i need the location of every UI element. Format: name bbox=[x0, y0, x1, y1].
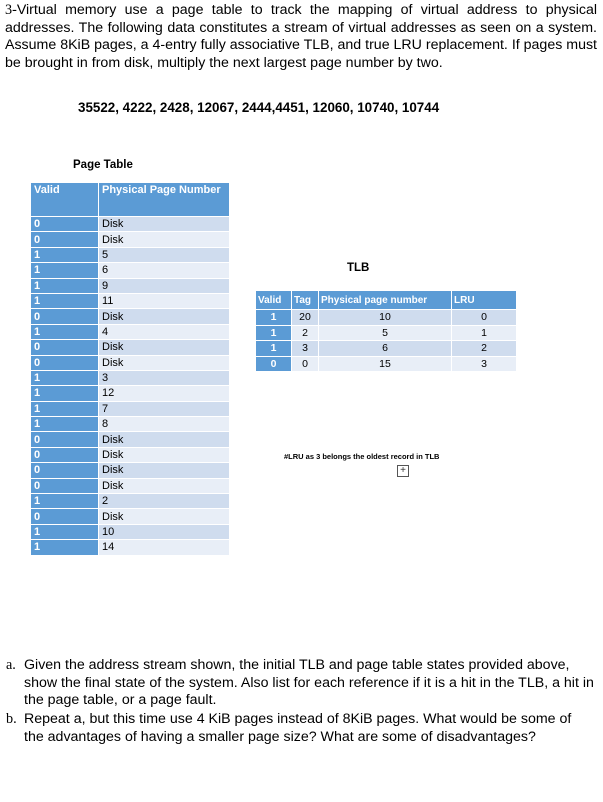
page-table-ppn-cell: Disk bbox=[99, 217, 230, 232]
page-table-ppn-cell: 10 bbox=[99, 524, 230, 539]
tlb-valid-cell: 1 bbox=[256, 341, 292, 357]
tlb-row bbox=[256, 341, 517, 357]
subquestion-b-marker: b. bbox=[6, 711, 17, 728]
page-table-ppn-cell: Disk bbox=[99, 340, 230, 355]
subquestion-list bbox=[6, 657, 594, 748]
page-table-valid-cell: 1 bbox=[31, 417, 99, 432]
page-table-header-valid: Valid bbox=[31, 183, 99, 217]
page-table-row bbox=[31, 370, 230, 385]
page-table-ppn-cell: 5 bbox=[99, 247, 230, 262]
page-table-valid-cell: 1 bbox=[31, 386, 99, 401]
tlb-tag-cell: 2 bbox=[292, 325, 319, 341]
tlb-header-tag: Tag bbox=[292, 291, 319, 310]
tlb-ppn-cell: 5 bbox=[319, 325, 452, 341]
page-table-valid-cell: 0 bbox=[31, 463, 99, 478]
page-table bbox=[30, 182, 230, 556]
tlb-ppn-cell: 10 bbox=[319, 310, 452, 326]
tlb-valid-cell: 0 bbox=[256, 356, 292, 372]
plus-box-icon[interactable]: + bbox=[397, 465, 409, 477]
tlb-tag-cell: 20 bbox=[292, 310, 319, 326]
page-table-ppn-cell: Disk bbox=[99, 478, 230, 493]
page-table-title: Page Table bbox=[73, 159, 133, 171]
page-table-ppn-cell: Disk bbox=[99, 509, 230, 524]
page-table-row bbox=[31, 432, 230, 447]
page-table-valid-cell: 1 bbox=[31, 278, 99, 293]
tlb-lru-cell: 3 bbox=[452, 356, 517, 372]
page-table-valid-cell: 1 bbox=[31, 540, 99, 555]
page-table-ppn-cell: 9 bbox=[99, 278, 230, 293]
page-table-ppn-cell: Disk bbox=[99, 232, 230, 247]
tlb-row bbox=[256, 310, 517, 326]
subquestion-a bbox=[6, 657, 594, 710]
page-table-ppn-cell: 6 bbox=[99, 263, 230, 278]
tlb-row bbox=[256, 356, 517, 372]
page-table-ppn-cell: Disk bbox=[99, 447, 230, 462]
page-table-valid-cell: 0 bbox=[31, 478, 99, 493]
page-table-valid-cell: 0 bbox=[31, 355, 99, 370]
page-table-valid-cell: 0 bbox=[31, 340, 99, 355]
tlb-header-lru: LRU bbox=[452, 291, 517, 310]
page-table-ppn-cell: 12 bbox=[99, 386, 230, 401]
page-table-ppn-cell: Disk bbox=[99, 355, 230, 370]
tlb-table bbox=[255, 290, 517, 372]
page-table-row bbox=[31, 278, 230, 293]
tlb-lru-cell: 0 bbox=[452, 310, 517, 326]
page-table-row bbox=[31, 309, 230, 324]
page-table-row bbox=[31, 524, 230, 539]
page-table-row bbox=[31, 293, 230, 308]
page-table-valid-cell: 1 bbox=[31, 370, 99, 385]
page-table-row bbox=[31, 263, 230, 278]
subquestion-a-text: Given the address stream shown, the initial TLB and page table states provided above, show the final state of the system. Also list for each reference if it is a hit in the TLB, a hit in the page table, or a page fault. bbox=[24, 657, 594, 709]
tlb-valid-cell: 1 bbox=[256, 310, 292, 326]
page-table-valid-cell: 1 bbox=[31, 293, 99, 308]
page-table-row bbox=[31, 540, 230, 555]
page-table-valid-cell: 1 bbox=[31, 324, 99, 339]
page-table-valid-cell: 1 bbox=[31, 247, 99, 262]
page-table-valid-cell: 0 bbox=[31, 432, 99, 447]
page-table-row bbox=[31, 217, 230, 232]
tlb-row bbox=[256, 325, 517, 341]
page-table-row bbox=[31, 417, 230, 432]
page-table-valid-cell: 0 bbox=[31, 509, 99, 524]
tlb-tag-cell: 0 bbox=[292, 356, 319, 372]
tlb-title: TLB bbox=[347, 262, 370, 274]
tlb-ppn-cell: 6 bbox=[319, 341, 452, 357]
page-table-row bbox=[31, 463, 230, 478]
page-table-valid-cell: 1 bbox=[31, 524, 99, 539]
page-table-valid-cell: 1 bbox=[31, 263, 99, 278]
subquestion-a-marker: a. bbox=[6, 657, 16, 673]
page-table-ppn-cell: 8 bbox=[99, 417, 230, 432]
page-table-row bbox=[31, 247, 230, 262]
page-table-ppn-cell: 14 bbox=[99, 540, 230, 555]
page-table-row bbox=[31, 447, 230, 462]
tlb-header-ppn: Physical page number bbox=[319, 291, 452, 310]
tlb-lru-cell: 2 bbox=[452, 341, 517, 357]
page-table-row bbox=[31, 355, 230, 370]
page-table-row bbox=[31, 509, 230, 524]
subquestion-b-text: Repeat a, but this time use 4 KiB pages instead of 8KiB pages. What would be some of the advantages of having a smaller page size? What are some of disadvantages? bbox=[24, 711, 572, 745]
page-table-row bbox=[31, 401, 230, 416]
page-table-row bbox=[31, 386, 230, 401]
tlb-valid-cell: 1 bbox=[256, 325, 292, 341]
page-table-row bbox=[31, 494, 230, 509]
page-table-row bbox=[31, 478, 230, 493]
question-text: Virtual memory use a page table to track the mapping of virtual address to physical addresses. The following data constitutes a stream of virtual addresses as seen on a system. Assume 8KiB pages, a 4-entry fully associative TLB, and true LRU replacement. If pages must be brought in from disk, multiply the next largest page number by two. bbox=[5, 2, 597, 71]
tlb-lru-cell: 1 bbox=[452, 325, 517, 341]
page-table-ppn-cell: Disk bbox=[99, 432, 230, 447]
tlb-tag-cell: 3 bbox=[292, 341, 319, 357]
tlb-ppn-cell: 15 bbox=[319, 356, 452, 372]
page-table-row bbox=[31, 340, 230, 355]
tlb-header-valid: Valid bbox=[256, 291, 292, 310]
page-table-ppn-cell: 2 bbox=[99, 494, 230, 509]
page-table-ppn-cell: 7 bbox=[99, 401, 230, 416]
page-table-ppn-cell: 4 bbox=[99, 324, 230, 339]
page-table-valid-cell: 0 bbox=[31, 447, 99, 462]
subquestion-b bbox=[6, 711, 594, 746]
page-table-ppn-cell: 11 bbox=[99, 293, 230, 308]
address-stream: 35522, 4222, 2428, 12067, 2444,4451, 12060, 10740, 10744 bbox=[78, 100, 440, 115]
page-table-valid-cell: 0 bbox=[31, 309, 99, 324]
question-number: 3- bbox=[5, 2, 17, 18]
page-table-valid-cell: 1 bbox=[31, 494, 99, 509]
page-table-ppn-cell: Disk bbox=[99, 309, 230, 324]
page-table-header-ppn: Physical Page Number bbox=[99, 183, 230, 217]
page-table-ppn-cell: Disk bbox=[99, 463, 230, 478]
page-table-valid-cell: 0 bbox=[31, 232, 99, 247]
page-table-valid-cell: 1 bbox=[31, 401, 99, 416]
page-table-ppn-cell: 3 bbox=[99, 370, 230, 385]
question-intro bbox=[5, 2, 597, 72]
page-table-valid-cell: 0 bbox=[31, 217, 99, 232]
page-table-row bbox=[31, 324, 230, 339]
tlb-lru-note: #LRU as 3 belongs the oldest record in TLB bbox=[284, 452, 440, 461]
page-table-row bbox=[31, 232, 230, 247]
